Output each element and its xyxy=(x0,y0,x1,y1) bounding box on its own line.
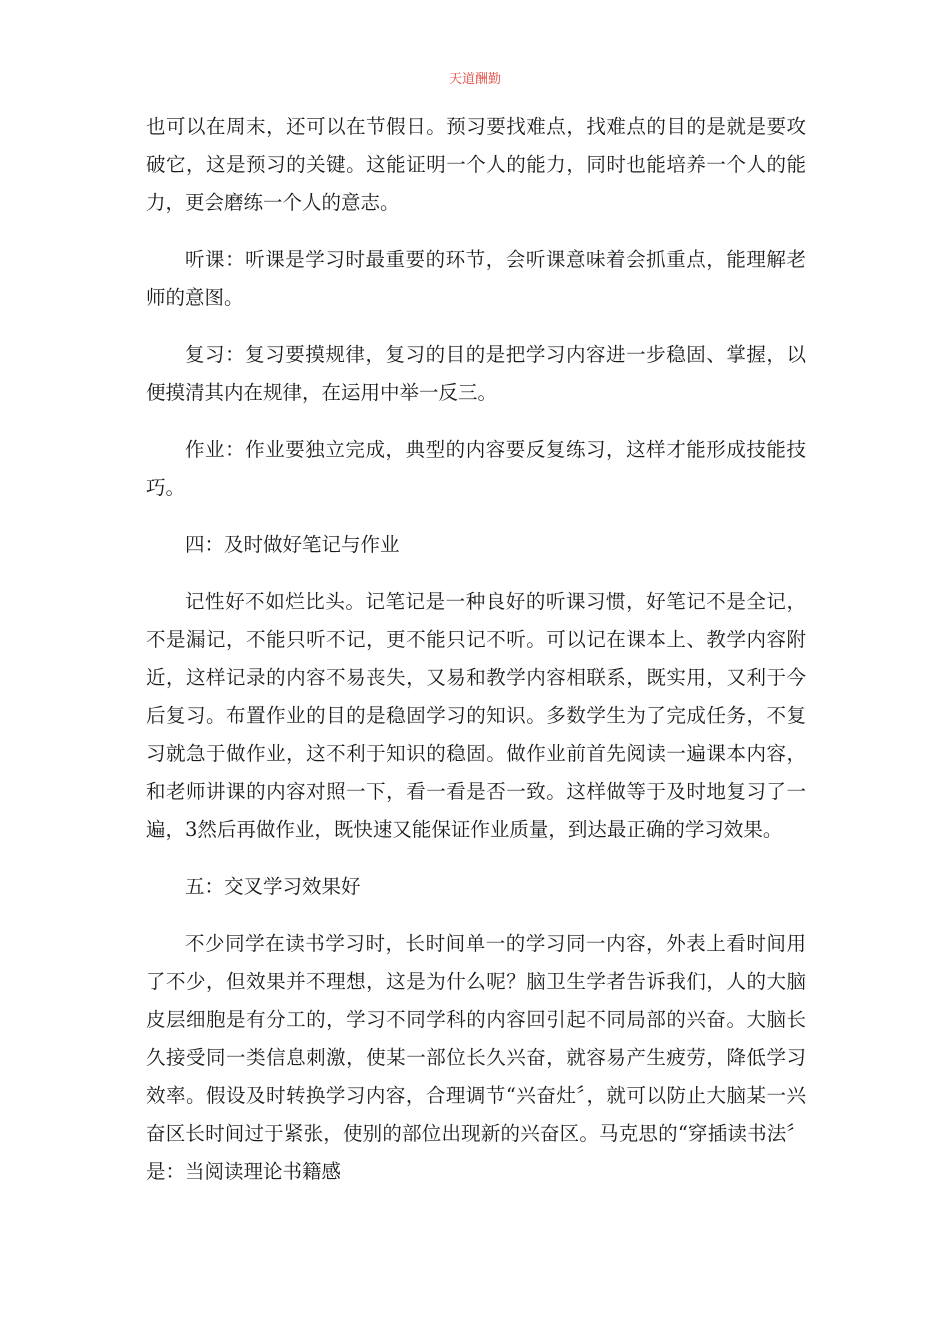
section-heading-five: 五：交叉学习效果好 xyxy=(185,875,361,898)
paragraph-review: 复习：复习要摸规律，复习的目的是把学习内容进一步稳固、掌握，以便摸清其内在规律，在运用中举一反三。 xyxy=(146,343,806,404)
paragraph-cross-learning: 不少同学在读书学习时，长时间单一的学习同一内容，外表上看时间用了不少，但效果并不理想，这是为什么呢？脑卫生学者告诉我们，人的大脑皮层细胞是有分工的，学习不同学科的内容回引起不同局部的兴奋。大脑长久接受同一类信息刺激，使某一部位长久兴奋，就容易产生疲劳，降低学习效率。假设及时转换学习内容，合理调节“兴奋灶〞，就可以防止大脑某一兴奋区长时间过于紧张，使别的部位出现新的兴奋区。马克思的“穿插读书法〞是：当阅读理论书籍感 xyxy=(146,932,806,1183)
document-body xyxy=(146,108,806,1210)
section-heading-four: 四：及时做好笔记与作业 xyxy=(185,533,400,556)
page-header: 天道酬勤 xyxy=(448,72,501,87)
paragraph-listening: 听课：听课是学习时最重要的环节，会听课意味着会抓重点，能理解老师的意图。 xyxy=(146,248,806,309)
paragraph-preview-continuation: 也可以在周末，还可以在节假日。预习要找难点，找难点的目的是就是要攻破它，这是预习的关键。这能证明一个人的能力，同时也能培养一个人的能力，更会磨练一个人的意志。 xyxy=(146,115,806,214)
paragraph-notes: 记性好不如烂比头。记笔记是一种良好的听课习惯，好笔记不是全记，不是漏记，不能只听不记，更不能只记不听。可以记在课本上、教学内容附近，这样记录的内容不易丧失，又易和教学内容相联系，既实用，又利于今后复习。布置作业的目的是稳固学习的知识。多数学生为了完成任务，不复习就急于做作业，这不利于知识的稳固。做作业前首先阅读一遍课本内容，和老师讲课的内容对照一下，看一看是否一致。这样做等于及时地复习了一遍，3然后再做作业，既快速又能保证作业质量，到达最正确的学习效果。 xyxy=(146,590,806,841)
paragraph-homework: 作业：作业要独立完成，典型的内容要反复练习，这样才能形成技能技巧。 xyxy=(146,438,806,499)
